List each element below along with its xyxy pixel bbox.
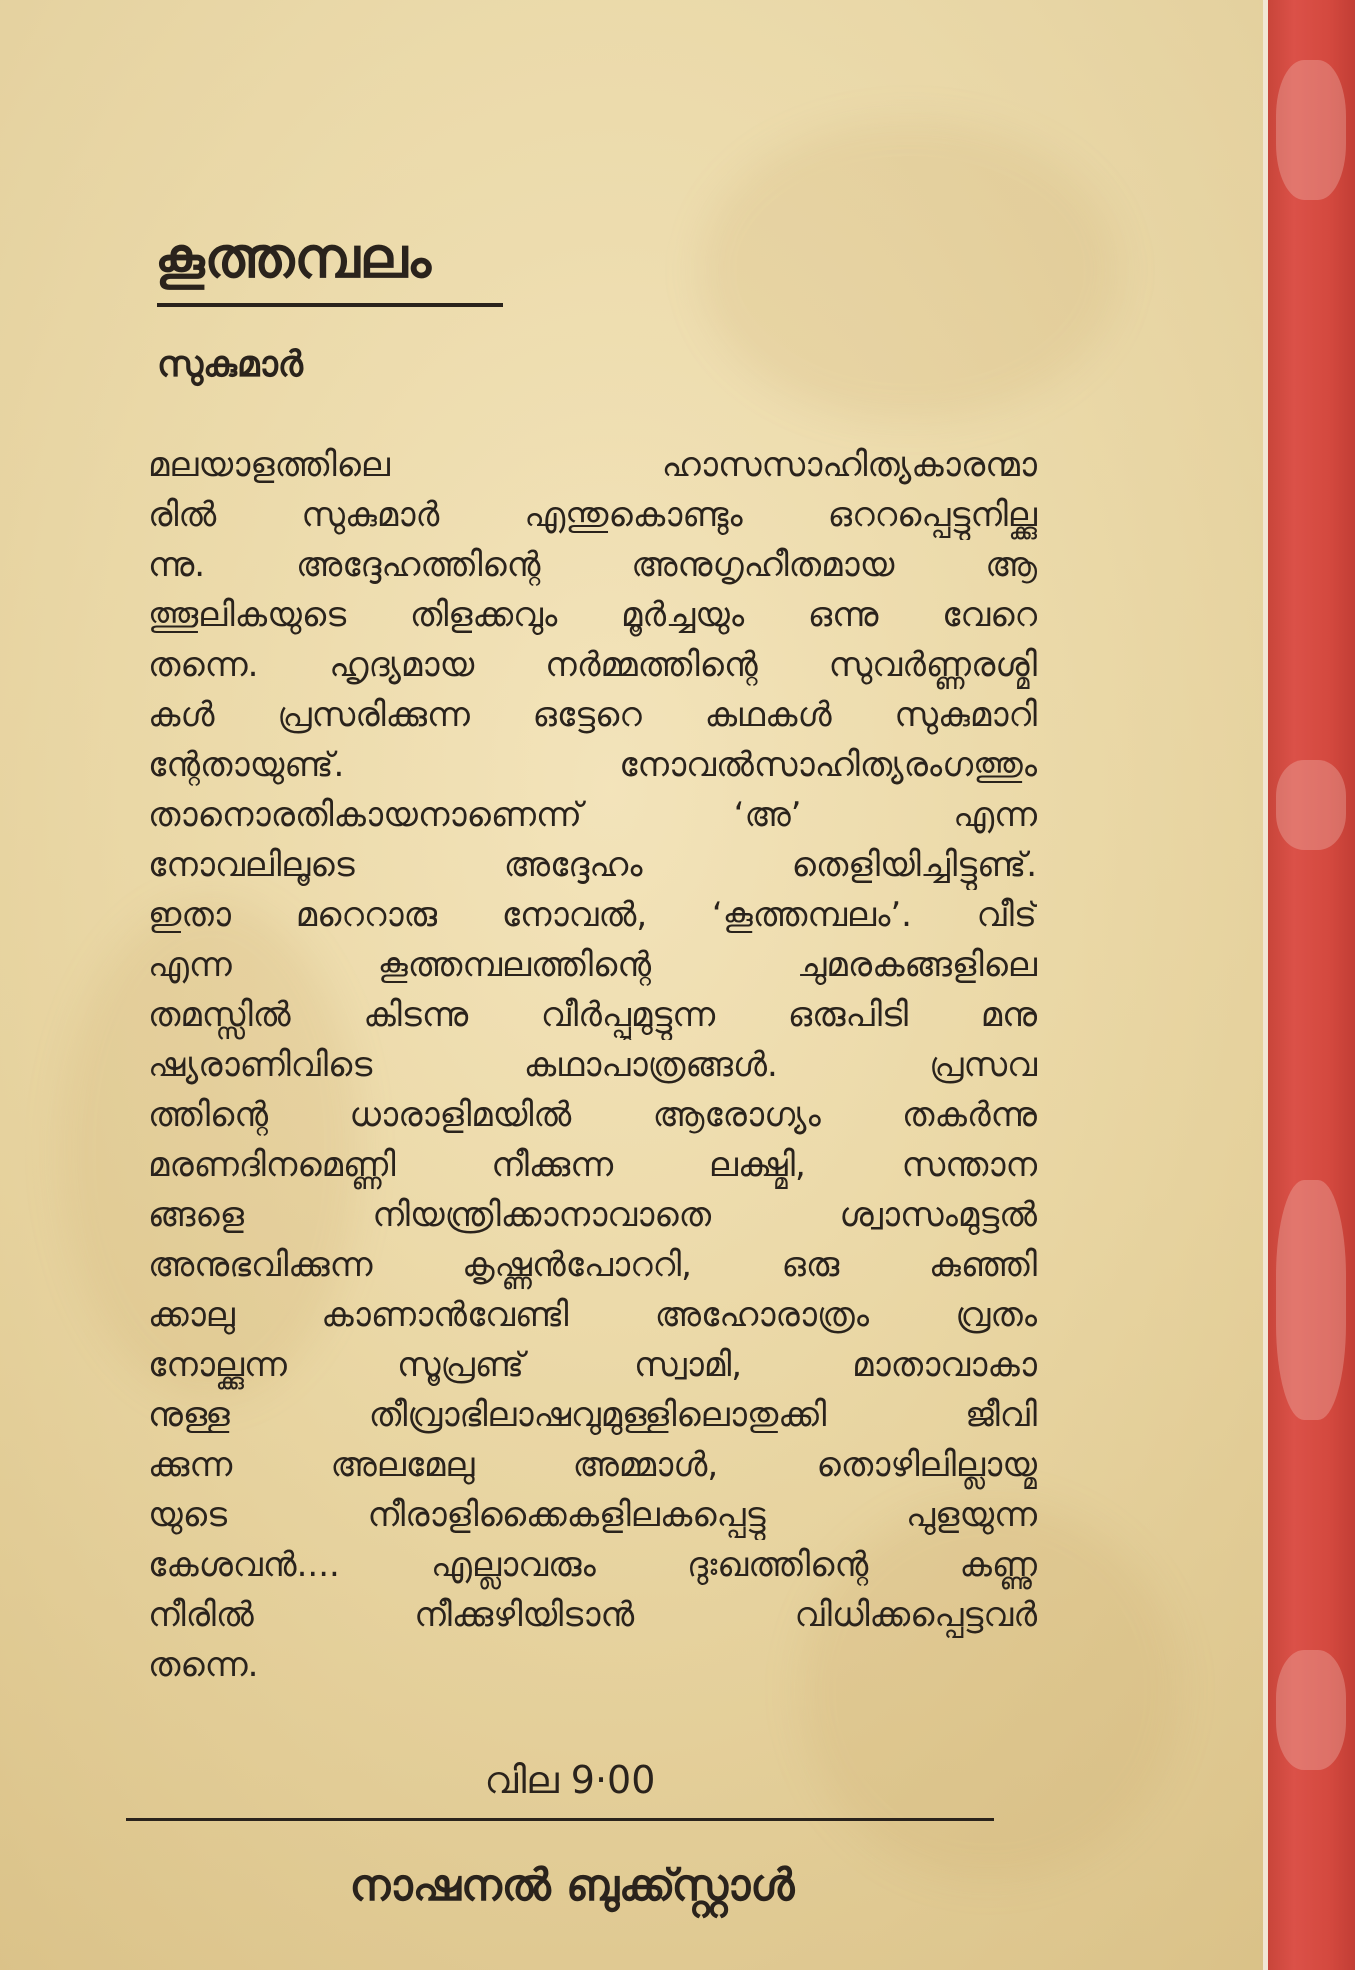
blurb-line: നോവലിലൂടെ അദ്ദേഹം തെളിയിച്ചിട്ടുണ്ട്. [148, 845, 1037, 885]
paper-stain [700, 120, 1120, 420]
blurb-line: തന്നെ. ഹൃദ്യമായ നർമ്മത്തിന്റെ സുവർണ്ണരശ്മി [148, 645, 1037, 685]
blurb-line: ന്റേതായുണ്ട്. നോവൽസാഹിത്യരംഗത്തും [148, 745, 1037, 785]
blurb-line: ഇതാ മറെറാരു നോവൽ, ‘കൂത്തമ്പലം’. വീട് [148, 895, 1037, 935]
blurb-line: രിൽ സുകുമാർ എന്തുകൊണ്ടും ഒററപ്പെട്ടുനില്ക്കു [148, 495, 1037, 535]
blurb-line: നീരിൽ നീക്കുഴിയിടാൻ വിധിക്കപ്പെട്ടവർ [148, 1595, 1037, 1635]
price-label: വില 9·00 [484, 1758, 656, 1802]
book-title: കൂത്തമ്പലം [155, 226, 432, 291]
blurb-line: ന്നു. അദ്ദേഹത്തിന്റെ അനുഗൃഹീതമായ ആ [148, 545, 1037, 585]
blurb-line: നോല്ക്കുന്ന സൂപ്രണ്ട് സ്വാമി, മാതാവാകാ [148, 1345, 1037, 1385]
blurb-line: തമസ്സിൽ കിടന്നു വീർപ്പുമുട്ടുന്ന ഒരുപിടി മനു [148, 995, 1037, 1035]
blurb-line: ത്തൂലികയുടെ തിളക്കവും മൂർച്ചയും ഒന്നു വേറെ [148, 595, 1037, 635]
spine-wear-mark [1276, 760, 1346, 850]
spine-wear-mark [1276, 60, 1346, 200]
blurb-line: തന്നെ. [148, 1645, 259, 1685]
blurb-line: കേശവൻ.... എല്ലാവരും ദുഃഖത്തിന്റെ കണ്ണു [148, 1545, 1037, 1585]
blurb-line: നുള്ള തീവ്രാഭിലാഷവുമുള്ളിലൊതുക്കി ജീവി [148, 1395, 1037, 1435]
publisher-name: നാഷനൽ ബുക്ക്സ്റ്റാൾ [349, 1860, 795, 1911]
blurb-line: ക്കുന്ന അലമേലു അമ്മാൾ, തൊഴിലില്ലായ്മ [148, 1445, 1037, 1485]
author-name: സുകുമാർ [157, 344, 303, 385]
blurb-line: മരണദിനമെണ്ണി നീക്കുന്ന ലക്ഷ്മി, സന്താന [148, 1145, 1037, 1185]
blurb-line: മലയാളത്തിലെ ഹാസസാഹിത്യകാരന്മാ [148, 445, 1037, 485]
spine-wear-mark [1276, 1180, 1346, 1420]
blurb-line: ഷ്യരാണിവിടെ കഥാപാത്രങ്ങൾ. പ്രസവ [148, 1045, 1037, 1085]
blurb-text [148, 440, 1037, 1690]
red-spine-strip [1263, 0, 1355, 1970]
blurb-line: താനൊരതികായനാണെന്ന് ‘അ’ എന്ന [148, 795, 1037, 835]
blurb-line: യുടെ നീരാളിക്കൈകളിലകപ്പെട്ടു പുളയുന്ന [148, 1495, 1037, 1535]
publisher-divider [126, 1818, 994, 1821]
blurb-line: കൾ പ്രസരിക്കുന്ന ഒട്ടേറെ കഥകൾ സുകുമാറി [148, 695, 1037, 735]
blurb-line: ങ്ങളെ നിയന്ത്രിക്കാനാവാതെ ശ്വാസംമുട്ടൽ [148, 1195, 1037, 1235]
blurb-line: ക്കാലു കാണാൻവേണ്ടി അഹോരാത്രം വ്രതം [148, 1295, 1037, 1335]
blurb-line: എന്ന കൂത്തമ്പലത്തിന്റെ ചുമരകങ്ങളിലെ [148, 945, 1037, 985]
title-underline [157, 303, 503, 307]
blurb-line: അനുഭവിക്കുന്ന കൃഷ്ണൻപോററി, ഒരു കുഞ്ഞി [148, 1245, 1037, 1285]
blurb-line: ത്തിന്റെ ധാരാളിമയിൽ ആരോഗ്യം തകർന്നു [148, 1095, 1037, 1135]
spine-wear-mark [1276, 1650, 1346, 1770]
